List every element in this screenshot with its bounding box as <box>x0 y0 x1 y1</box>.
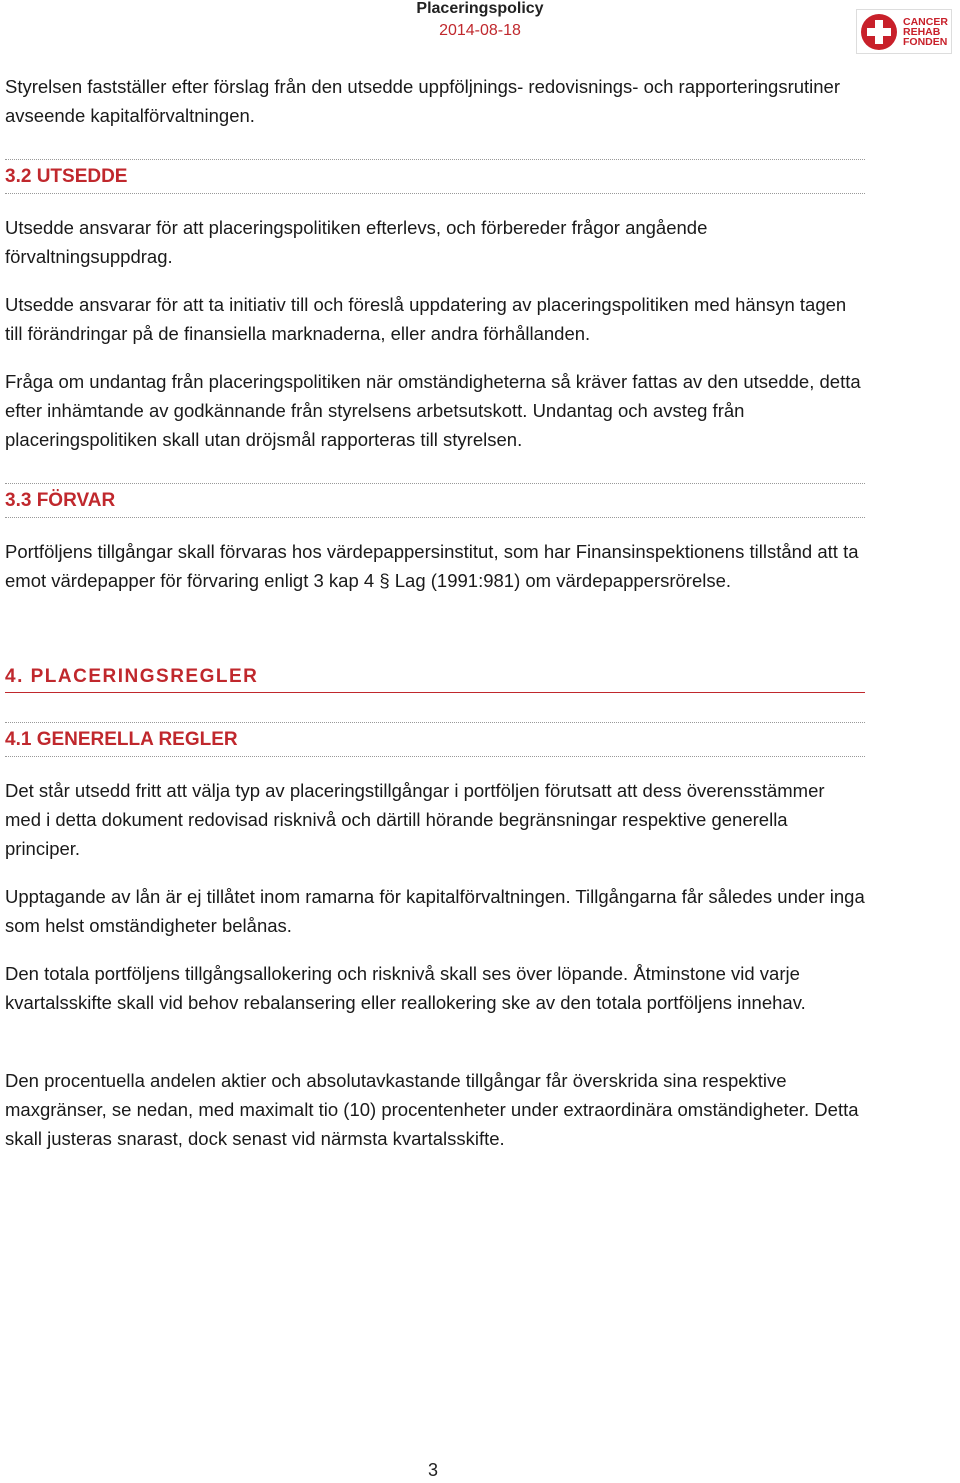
paragraph: Den procentuella andelen aktier och absolutavkastande tillgångar får överskrida sina respektive maxgränser, se nedan, med maximalt tio (10) procentenheter under extraordinära omständigheter. Detta skall justeras snarast, dock senast vid närmsta kvartalsskifte. <box>5 1070 859 1149</box>
section-divider <box>5 722 865 723</box>
section-divider <box>5 193 865 194</box>
paragraph: Portföljens tillgångar skall förvaras hos värdepappersinstitut, som har Finansinspektionens tillstånd att ta emot värdepapper för förvaring enligt 3 kap 4 § Lag (1991:981) om värdepappersrörelse. <box>5 541 859 591</box>
logo-line-2: REHAB <box>903 25 941 38</box>
paragraph: Det står utsedd fritt att välja typ av placeringstillgångar i portföljen förutsatt att dess överensstämmer med i detta dokument redovisad risknivå och därtill hörande begränsningar respektive generella principer. <box>5 780 825 859</box>
heading-4-1: 4.1 GENERELLA REGLER <box>5 729 238 750</box>
page-number: 3 <box>427 1460 438 1480</box>
logo-line-1: CANCER <box>903 15 948 28</box>
organization-logo <box>856 9 952 54</box>
paragraph: Fråga om undantag från placeringspolitiken när omständigheterna så kräver fattas av den utsedde, detta efter inhämtande av godkännande från styrelsens arbetsutskott. Undantag och avsteg från placeringspolitiken skall utan dröjsmål rapporteras till styrelsen. <box>5 371 861 450</box>
section-divider <box>5 756 865 757</box>
paragraph: Utsedde ansvarar för att ta initiativ till och föreslå uppdatering av placeringspolitiken med hänsyn tagen till förändringar på de finansiella marknaderna, eller andra förhållanden. <box>5 294 847 344</box>
heading-3-2: 3.2 UTSEDDE <box>5 166 128 187</box>
logo-line-3: FONDEN <box>903 35 948 48</box>
section-divider <box>5 483 865 484</box>
red-cross-icon <box>859 12 899 52</box>
section-divider <box>5 159 865 160</box>
heading-4: 4. PLACERINGSREGLER <box>5 666 259 687</box>
logo-wordmark <box>903 17 948 47</box>
document-title: Placeringspolicy <box>416 0 544 17</box>
heading-3-3: 3.3 FÖRVAR <box>5 490 116 511</box>
chapter-underline <box>5 692 865 693</box>
paragraph: Utsedde ansvarar för att placeringspolitiken efterlevs, och förbereder frågor angående förvaltningsuppdrag. <box>5 217 708 267</box>
paragraph: Upptagande av lån är ej tillåtet inom ramarna för kapitalförvaltningen. Tillgångarna får således under inga som helst omständigheter belånas. <box>5 886 865 936</box>
section-divider <box>5 517 865 518</box>
intro-paragraph: Styrelsen fastställer efter förslag från den utsedde uppföljnings- redovisnings- och rapporteringsrutiner avseende kapitalförvaltningen. <box>5 76 841 126</box>
paragraph: Den totala portföljens tillgångsallokering och risknivå skall ses över löpande. Åtminstone vid varje kvartalsskifte skall vid behov rebalansering eller reallokering ske av den totala portföljens innehav. <box>5 963 806 1013</box>
document-date: 2014-08-18 <box>439 22 521 39</box>
